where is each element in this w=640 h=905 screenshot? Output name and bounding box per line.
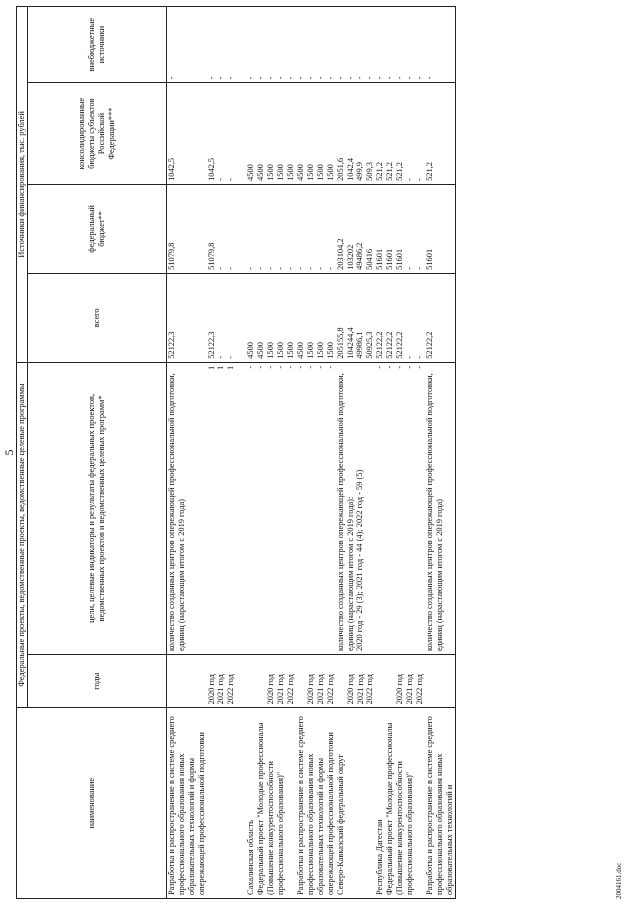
header-regional: консолидированные бюджеты субъектов Российской Федерации*** xyxy=(27,83,166,185)
header-total: всего xyxy=(27,273,166,362)
table-row xyxy=(256,7,296,899)
row-name: Разработка и распространение в системе среднего профессионального образования новых образовательных технологий и xyxy=(425,708,455,899)
row-federal: 51079,8 xyxy=(166,184,206,273)
row-federal: 51601 xyxy=(425,184,455,273)
document-id: 2004161.doc xyxy=(615,862,623,899)
header-group-sources: Источники финансирования, тыс. рублей xyxy=(17,7,28,363)
table-row xyxy=(246,7,256,899)
row-extra: - xyxy=(166,7,206,83)
row-indicator: 1 1 1 xyxy=(207,362,237,654)
financing-table xyxy=(16,6,456,899)
row-years: 2020 год 2021 год 2022 год xyxy=(385,655,425,708)
table-row xyxy=(425,7,455,899)
row-indicator: количество созданных центров опережающей профессиональной подготовки, единиц (нарастающим итогом с 2019 года): 2020 год - 29 (3); 2021 год - 44 (4); 2022 год - 59 (5) xyxy=(336,362,376,654)
row-name: Разработка и распространение в системе среднего профессионального образования новых образовательных технологий и формы опережающей профессиональной подготовки xyxy=(166,708,206,899)
table-row xyxy=(296,7,336,899)
row-federal: - - - - xyxy=(296,184,336,273)
row-total: 52122,3 - - xyxy=(207,273,237,362)
row-years: 2020 год 2021 год 2022 год xyxy=(207,655,237,708)
table-row xyxy=(166,7,206,899)
row-total: 4500 1500 1500 1500 xyxy=(256,273,296,362)
row-extra: - - - - xyxy=(296,7,336,83)
row-total: 52122,3 xyxy=(166,273,206,362)
header-years: годы xyxy=(27,655,166,708)
table-row xyxy=(385,7,425,899)
row-federal: 203104,2 103202 49486,2 50416 xyxy=(336,184,376,273)
row-regional: 1042,5 - - xyxy=(207,83,237,185)
header-extra: внебюджетные источники xyxy=(27,7,166,83)
header-group-projects: Федеральные проекты, ведомственные проекты, ведомственные целевые программы xyxy=(17,362,28,708)
row-name: Сахалинская область xyxy=(246,708,256,899)
row-name: Северо-Кавказский федеральный округ xyxy=(336,708,376,899)
row-federal: - - - - xyxy=(256,184,296,273)
row-name: Разработка и распространение в системе среднего профессионального образования новых образовательных технологий и формы опережающей профессиональной подготовки xyxy=(296,708,336,899)
row-indicator: - xyxy=(375,362,385,654)
row-extra: - xyxy=(425,7,455,83)
row-regional: 4500 xyxy=(246,83,256,185)
row-years: 2020 год 2021 год 2022 год xyxy=(296,655,336,708)
row-extra: - xyxy=(375,7,385,83)
header-indicators: цели, целевые индикаторы и результаты федеральных проектов, ведомственных проектов и ведомственных целевых программ* xyxy=(27,362,166,654)
row-name: Республика Дагестан xyxy=(375,708,385,899)
row-regional: 521,2 xyxy=(425,83,455,185)
row-regional: 4500 1500 1500 1500 xyxy=(256,83,296,185)
row-regional: 4500 1500 1500 1500 xyxy=(296,83,336,185)
row-name xyxy=(207,708,237,899)
row-extra: - - - - xyxy=(385,7,425,83)
row-extra: - - - xyxy=(207,7,237,83)
row-regional: 521,2 xyxy=(375,83,385,185)
row-years xyxy=(425,655,455,708)
row-regional: 2051,6 1042,4 499,9 509,3 xyxy=(336,83,376,185)
header-federal: федеральный бюджет** xyxy=(27,184,166,273)
row-regional: 1042,5 xyxy=(166,83,206,185)
row-total: 205155,8 104244,4 49986,1 50925,3 xyxy=(336,273,376,362)
row-total: 52122,2 xyxy=(375,273,385,362)
row-extra: - - - - xyxy=(256,7,296,83)
row-name: Федеральный проект "Молодые профессионалы (Повышение конкурентоспособности профессионального образования)" xyxy=(256,708,296,899)
row-federal: 51601 xyxy=(375,184,385,273)
table-row xyxy=(336,7,376,899)
row-federal: - xyxy=(246,184,256,273)
row-regional: 521,2 521,2 - - xyxy=(385,83,425,185)
row-total: 52122,2 xyxy=(425,273,455,362)
header-name: наименование xyxy=(17,708,167,899)
row-years xyxy=(375,655,385,708)
row-extra: - - - - xyxy=(336,7,376,83)
row-indicator: - - - - xyxy=(296,362,336,654)
row-extra: - xyxy=(246,7,256,83)
row-years: 2020 год 2021 год 2022 год xyxy=(336,655,376,708)
row-years xyxy=(166,655,206,708)
table-row xyxy=(375,7,385,899)
row-federal: 51601 51601 - - xyxy=(385,184,425,273)
row-federal: 51079,8 - - xyxy=(207,184,237,273)
row-name: Федеральный проект "Молодые профессионалы (Повышение конкурентоспособности профессионального образования)" xyxy=(385,708,425,899)
row-indicator: - - - - xyxy=(385,362,425,654)
row-total: 52122,2 52122,2 - - xyxy=(385,273,425,362)
row-indicator: количество созданных центров опережающей профессиональной подготовки, единиц (нарастающим итогом с 2019 года) xyxy=(425,362,455,654)
row-total: 4500 xyxy=(246,273,256,362)
page-number: 5 xyxy=(2,449,16,456)
row-indicator: - - - - xyxy=(256,362,296,654)
row-years xyxy=(246,655,256,708)
row-years: 2020 год 2021 год 2022 год xyxy=(256,655,296,708)
row-indicator: количество созданных центров опережающей профессиональной подготовки, единиц (нарастающим итогом с 2019 года) xyxy=(166,362,206,654)
table-row xyxy=(207,7,237,899)
row-indicator: - xyxy=(246,362,256,654)
row-total: 4500 1500 1500 1500 xyxy=(296,273,336,362)
